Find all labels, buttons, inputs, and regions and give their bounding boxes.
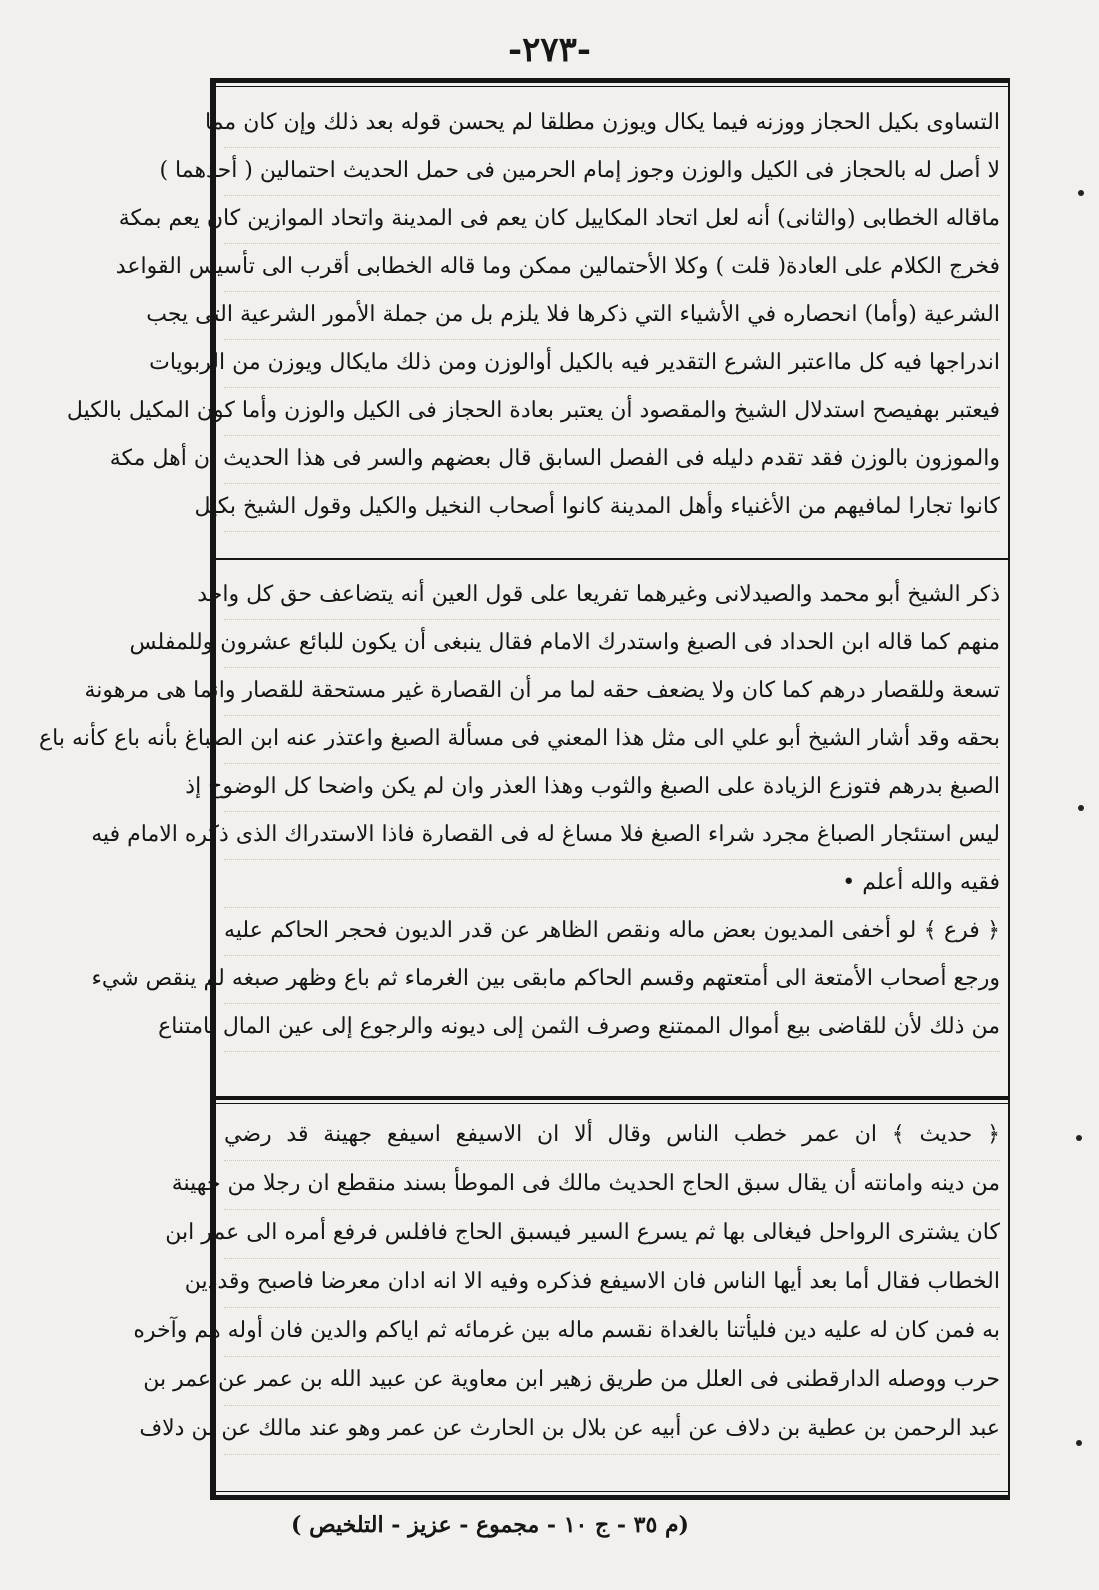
text-line: بحقه وقد أشار الشيخ أبو علي الى مثل هذا المعني فى مسألة الصبغ واعتذر عنه ابن الصباغ بأنه باع كأنه باع: [224, 716, 1000, 764]
commentary-section-top: [66, 100, 1000, 532]
text-line: فيعتبر بهفيصح استدلال الشيخ والمقصود أن يعتبر بعادة الحجاز فى الكيل والوزن وأما كون المكيل بالكيل: [224, 388, 1000, 436]
text-line: اندراجها فيه كل مااعتبر الشرع التقدير فيه بالكيل أوالوزن ومن ذلك مايكال ويوزن من الربويات: [224, 340, 1000, 388]
hadith-section-bottom: [133, 1112, 1000, 1455]
text-line: ﴿ فرع ﴾ لو أخفى المديون بعض ماله ونقص الظاهر عن قدر الديون فحجر الحاكم عليه: [224, 908, 1000, 956]
frame-right-rule: [1008, 78, 1010, 1500]
text-line: ذكر الشيخ أبو محمد والصيدلانى وغيرهما تفريعا على قول العين أنه يتضاعف حق كل واحد: [224, 572, 1000, 620]
text-line: فقيه والله أعلم •: [224, 860, 1000, 908]
text-line: منهم كما قاله ابن الحداد فى الصبغ واستدرك الامام فقال ينبغى أن يكون للبائع عشرون وللمفلس: [224, 620, 1000, 668]
text-line: به فمن كان له عليه دين فليأتنا بالغداة نقسم ماله بين غرمائه ثم اياكم والدين فان أوله هم وآخره: [224, 1308, 1000, 1357]
frame-bottom-rule: [210, 1495, 1010, 1500]
text-line: ﴿ حديث ﴾ ان عمر خطب الناس وقال ألا ان الاسيفع اسيفع جهينة قد رضي: [224, 1112, 1000, 1161]
text-line: من دينه وامانته أن يقال سبق الحاج الحديث مالك فى الموطأ بسند منقطع ان رجلا من جهينة: [224, 1161, 1000, 1210]
text-line: كانوا تجارا لمافيهم من الأغنياء وأهل المدينة كانوا أصحاب النخيل والكيل وقول الشيخ بكيل: [224, 484, 1000, 532]
section-divider-lower-thin: [216, 1103, 1010, 1104]
section-divider-lower: [216, 1096, 1010, 1100]
text-line: ورجع أصحاب الأمتعة الى أمتعتهم وقسم الحاكم مابقى بين الغرماء ثم باع وظهر صبغه لم ينقص شيء: [224, 956, 1000, 1004]
text-line: ماقاله الخطابى (والثانى) أنه لعل اتحاد المكاييل كان يعم فى المدينة واتحاد الموازين كان يعم بمكة: [224, 196, 1000, 244]
text-line: التساوى بكيل الحجاز ووزنه فيما يكال ويوزن مطلقا لم يحسن قوله بعد ذلك وإن كان مما: [224, 100, 1000, 148]
text-line: الشرعية (وأما) انحصاره في الأشياء التي ذكرها فلا يلزم بل من جملة الأمور الشرعية التى يجب: [224, 292, 1000, 340]
text-line: فخرج الكلام على العادة( قلت ) وكلا الأحتمالين ممكن وما قاله الخطابى أقرب الى تأسيس القواعد: [224, 244, 1000, 292]
frame-top-rule: [210, 78, 1010, 83]
frame-top-rule-thin: [210, 86, 1010, 87]
text-line: كان يشترى الرواحل فيغالى بها ثم يسرع السير فيسبق الحاج فافلس فرفع أمره الى عمر ابن: [224, 1210, 1000, 1259]
page-number: -٢٧٣-: [507, 30, 592, 70]
commentary-section-middle: [39, 572, 1000, 1052]
frame-bottom-rule-thin: [210, 1491, 1010, 1492]
text-line: ليس استئجار الصباغ مجرد شراء الصبغ فلا مساغ له فى القصارة فاذا الاستدراك الذى ذكره الامام فيه: [224, 812, 1000, 860]
scan-speck: [1078, 805, 1084, 811]
text-line: من ذلك لأن للقاضى بيع أموال الممتنع وصرف الثمن إلى ديونه والرجوع إلى عين المال بامتناع: [224, 1004, 1000, 1052]
text-line: تسعة وللقصار درهم كما كان ولا يضعف حقه لما مر أن القصارة غير مستحقة للقصار وانما هى مرهونة: [224, 668, 1000, 716]
page-frame: [39, 78, 1010, 1500]
section-divider-upper: [216, 558, 1010, 560]
text-line: لا أصل له بالحجاز فى الكيل والوزن وجوز إمام الحرمين فى حمل الحديث احتمالين ( أحدهما ): [224, 148, 1000, 196]
text-line: والموزون بالوزن فقد تقدم دليله فى الفصل السابق قال بعضهم والسر فى هذا الحديث أن أهل مكة: [224, 436, 1000, 484]
text-line: الخطاب فقال أما بعد أيها الناس فان الاسيفع فذكره وفيه الا انه ادان معرضا فاصبح وقددين: [224, 1259, 1000, 1308]
scan-speck: [1076, 1440, 1082, 1446]
scan-speck: [1076, 1135, 1082, 1141]
text-line: الصبغ بدرهم فتوزع الزيادة على الصبغ والثوب وهذا العذر وان لم يكن واضحا كل الوضوح إذ: [224, 764, 1000, 812]
text-line: عبد الرحمن بن عطية بن دلاف عن أبيه عن بلال بن الحارث عن عمر وهو عند مالك عن بن دلاف: [224, 1406, 1000, 1455]
footer-signature: (م ٣٥ - ج ١٠ - مجموع - عزيز - التلخيص ): [291, 1512, 689, 1538]
text-line: حرب ووصله الدارقطنى فى العلل من طريق زهير ابن معاوية عن عبيد الله بن عمر عن عمر بن: [224, 1357, 1000, 1406]
scan-speck: [1078, 190, 1084, 196]
